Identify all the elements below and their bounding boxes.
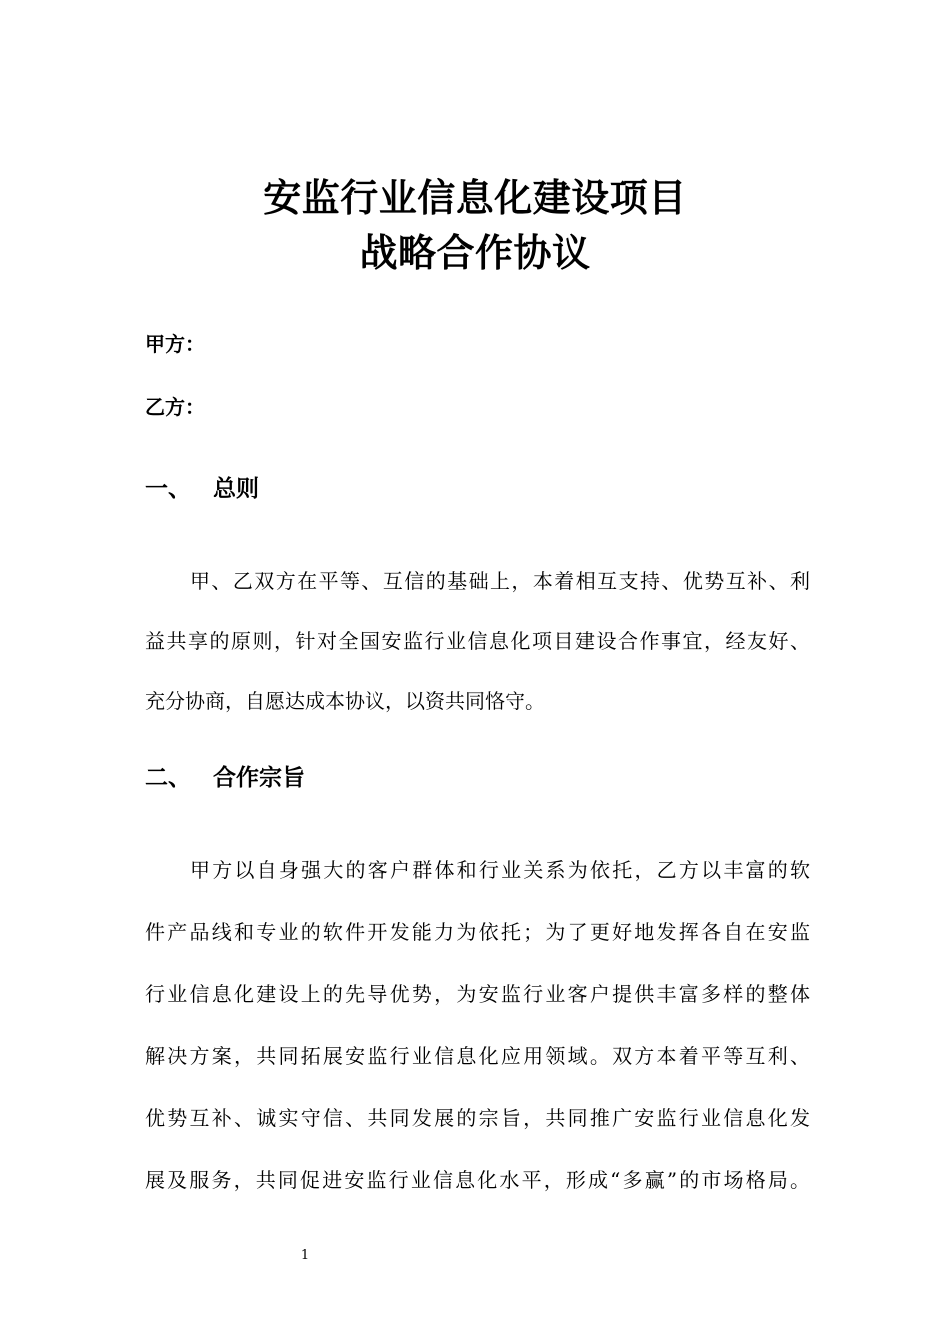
section-heading-purpose [145,762,305,794]
section-paragraph-purpose [145,856,810,1196]
section-title: 总则 [213,476,259,502]
paragraph-line: 甲方以自身强大的客户群体和行业关系为依托，乙方以丰富的软 [190,858,810,882]
section-paragraph-general [145,567,810,717]
section-title: 合作宗旨 [213,765,305,791]
paragraph-line: 益共享的原则，针对全国安监行业信息化项目建设合作事宜，经友好、 [145,629,810,653]
paragraph-line: 优势互补、诚实守信、共同发展的宗旨，共同推广安监行业信息化发 [145,1106,810,1130]
paragraph-line: 解决方案，共同拓展安监行业信息化应用领域。双方本着平等互利、 [145,1044,810,1068]
party-a-label: 甲方： [145,332,205,356]
paragraph-line: 件产品线和专业的软件开发能力为依托；为了更好地发挥各自在安监 [145,920,810,944]
page-number: 1 [300,1248,310,1263]
paragraph-line: 行业信息化建设上的先导优势，为安监行业客户提供丰富多样的整体 [145,982,810,1006]
paragraph-line: 充分协商，自愿达成本协议，以资共同恪守。 [145,689,545,713]
document-title-line1: 安监行业信息化建设项目 [263,176,687,220]
paragraph-line: 展及服务，共同促进安监行业信息化水平，形成“多赢”的市场格局。 [145,1168,810,1192]
section-number: 一、 [145,476,191,502]
party-b-label: 乙方： [145,395,205,419]
section-number: 二、 [145,765,191,791]
document-title-line2: 战略合作协议 [359,231,591,275]
paragraph-line: 甲、乙双方在平等、互信的基础上，本着相互支持、优势互补、利 [190,569,810,593]
section-heading-general [145,473,259,505]
